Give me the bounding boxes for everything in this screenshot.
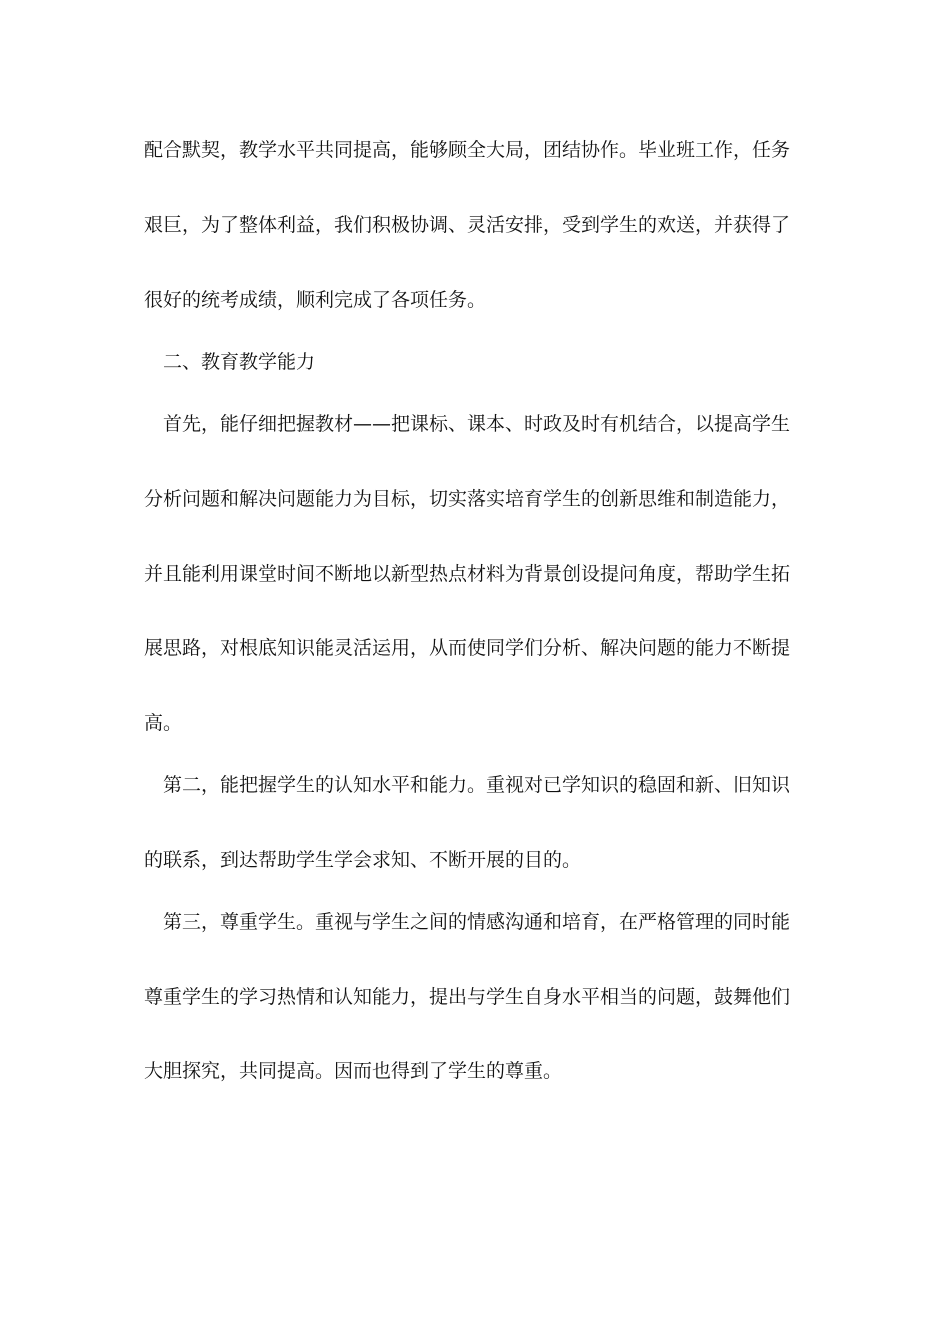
section-heading: 二、教育教学能力 (163, 351, 316, 373)
paragraph-line: 分析问题和解决问题能力为目标，切实落实培育学生的创新思维和制造能力， (144, 488, 791, 510)
paragraph-line: 第二，能把握学生的认知水平和能力。重视对已学知识的稳固和新、旧知识 (163, 774, 791, 796)
paragraph-line: 的联系，到达帮助学生学会求知、不断开展的目的。 (144, 849, 582, 871)
paragraph-line: 大胆探究，共同提高。因而也得到了学生的尊重。 (144, 1060, 563, 1082)
paragraph-line: 尊重学生的学习热情和认知能力，提出与学生自身水平相当的问题，鼓舞他们 (144, 986, 791, 1008)
paragraph-line: 展思路，对根底知识能灵活运用，从而使同学们分析、解决问题的能力不断提 (144, 637, 791, 659)
paragraph-line: 首先，能仔细把握教材——把课标、课本、时政及时有机结合，以提高学生 (163, 413, 791, 435)
paragraph-line: 艰巨，为了整体利益，我们积极协调、灵活安排，受到学生的欢送，并获得了 (144, 214, 791, 236)
paragraph-line: 并且能利用课堂时间不断地以新型热点材料为背景创设提问角度，帮助学生拓 (144, 563, 791, 585)
paragraph-line: 配合默契，教学水平共同提高，能够顾全大局，团结协作。毕业班工作，任务 (144, 139, 791, 161)
paragraph-line: 高。 (144, 712, 183, 734)
paragraph-line: 第三，尊重学生。重视与学生之间的情感沟通和培育，在严格管理的同时能 (163, 911, 791, 933)
paragraph-line: 很好的统考成绩，顺利完成了各项任务。 (144, 289, 487, 311)
